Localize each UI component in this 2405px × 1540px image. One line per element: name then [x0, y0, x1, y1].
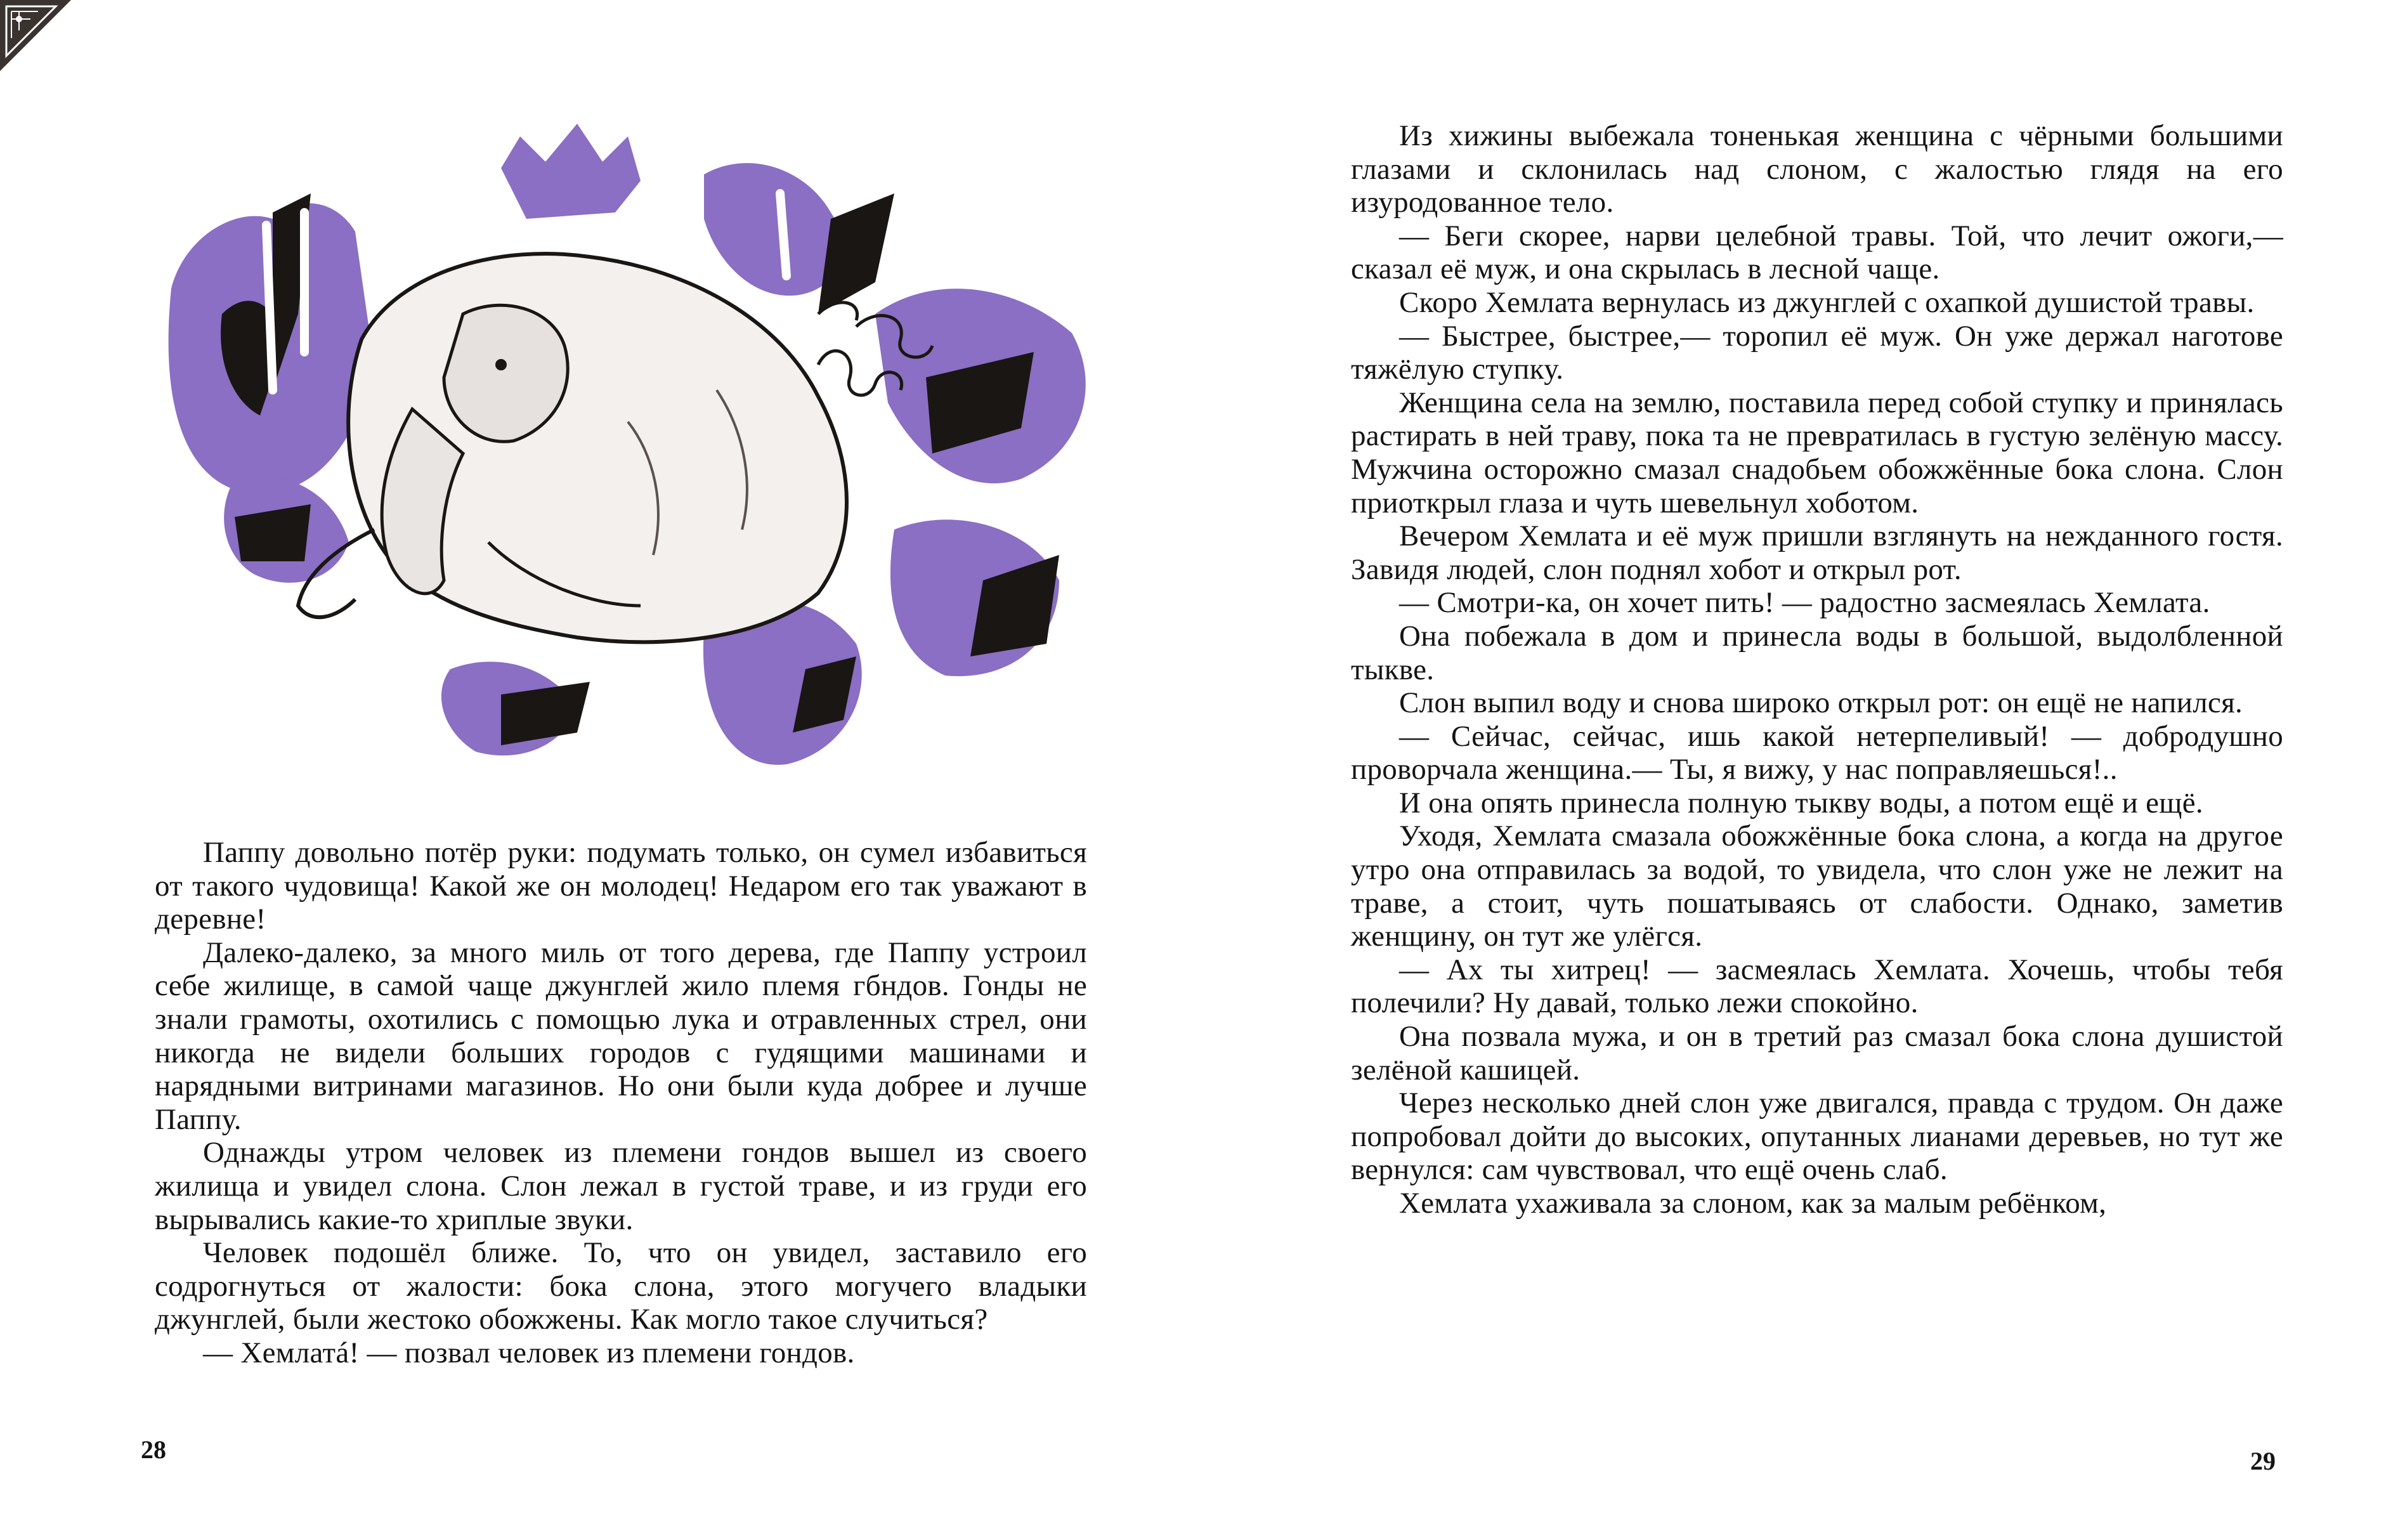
paragraph: Женщина села на землю, поставила перед собой ступку и принялась растирать в ней траву, пока та не превратилась в густую зелёную массу. Мужчина осторожно смазал снадобьем обожжённые бока слона. Слон приоткрыл глаза и чуть шевельнул хоботом. — [1351, 386, 2283, 519]
paragraph: — Смотри-ка, он хочет пить! — радостно засмеялась Хемлата. — [1399, 586, 2210, 620]
paragraph: И она опять принесла полную тыкву воды, а потом ещё и ещё. — [1399, 786, 2203, 819]
paragraph: Скоро Хемлата вернулась из джунглей с охапкой душистой травы. — [1399, 285, 2255, 319]
right-page-text — [1351, 119, 2283, 1220]
paragraph: — Ах ты хитрец! — засмеялась Хемлата. Хочешь, чтобы тебя полечили? Ну давай, только лежи спокойно. — [1351, 953, 2283, 1020]
paragraph: Далеко-далеко, за много миль от того дерева, где Паппу устроил себе жилище, в самой чаще джунглей жило племя гбндов. Гонды не знали грамоты, охотились с помощью лука и отравленных стрел, они никогда не видели больших городов с гудящими машинами и нарядными витринами магазинов. Но они были куда добрее и лучше Паппу. — [155, 936, 1087, 1136]
paragraph: Из хижины выбежала тоненькая женщина с чёрными большими глазами и склонилась над слоном, с жалостью глядя на его изуродованное тело. — [1351, 119, 2283, 219]
paragraph: — Сейчас, сейчас, ишь какой нетерпеливый! — добродушно проворчала женщина.— Ты, я вижу, у нас поправляешься!.. — [1351, 719, 2283, 786]
paragraph: — Беги скорее, нарви целебной травы. Той, что лечит ожоги,— сказал её муж, и она скрылась в лесной чаще. — [1351, 219, 2283, 286]
paragraph: Через несколько дней слон уже двигался, правда с трудом. Он даже попробовал дойти до высоких, опутанных лианами деревьев, но тут же вернулся: сам чувствовал, что ещё очень слаб. — [1351, 1086, 2283, 1187]
corner-ornament — [0, 0, 71, 71]
page-number-right: 29 — [2250, 1447, 2276, 1475]
page-number-left: 28 — [141, 1435, 166, 1464]
paragraph: Слон выпил воду и снова широко открыл рот: он ещё не напился. — [1399, 686, 2243, 720]
paragraph: — Быстрее, быстрее,— торопил её муж. Он уже держал наготове тяжёлую ступку. — [1351, 319, 2283, 386]
paragraph: Однажды утром человек из племени гондов вышел из своего жилища и увидел слона. Слон лежал в густой траве, и из груди его вырывались какие-то хриплые звуки. — [155, 1136, 1087, 1236]
elephant-illustration — [146, 124, 1110, 790]
left-page-text — [155, 836, 1087, 1370]
paragraph: Она побежала в дом и принесла воды в большой, выдолбленной тыкве. — [1351, 619, 2283, 686]
paragraph: Хемлата ухаживала за слоном, как за малым ребёнком, — [1399, 1187, 2107, 1220]
paragraph: Вечером Хемлата и её муж пришли взглянуть на нежданного гостя. Завидя людей, слон поднял хобот и открыл рот. — [1351, 519, 2283, 586]
paragraph: — Хемлатá! — позвал человек из племени гондов. — [203, 1336, 855, 1369]
elephant-figure — [298, 254, 847, 642]
paragraph: Человек подошёл ближе. То, что он увидел, заставило его содрогнуться от жалости: бока слона, этого могучего владыки джунглей, были жестоко обожжены. Как могло такое случиться? — [155, 1236, 1087, 1336]
paragraph: Уходя, Хемлата смазала обожжённые бока слона, а когда на другое утро она отправилась за водой, то увидела, что слон уже не лежит на траве, а стоит, чуть пошатываясь от слабости. Однако, заметив женщину, он тут же улёгся. — [1351, 819, 2283, 953]
paragraph: Паппу довольно потёр руки: подумать только, он сумел избавиться от такого чудовища! Какой же он молодец! Недаром его так уважают в деревне! — [155, 836, 1087, 936]
paragraph: Она позвала мужа, и он в третий раз смазал бока слона душистой зелёной кашицей. — [1351, 1020, 2283, 1086]
